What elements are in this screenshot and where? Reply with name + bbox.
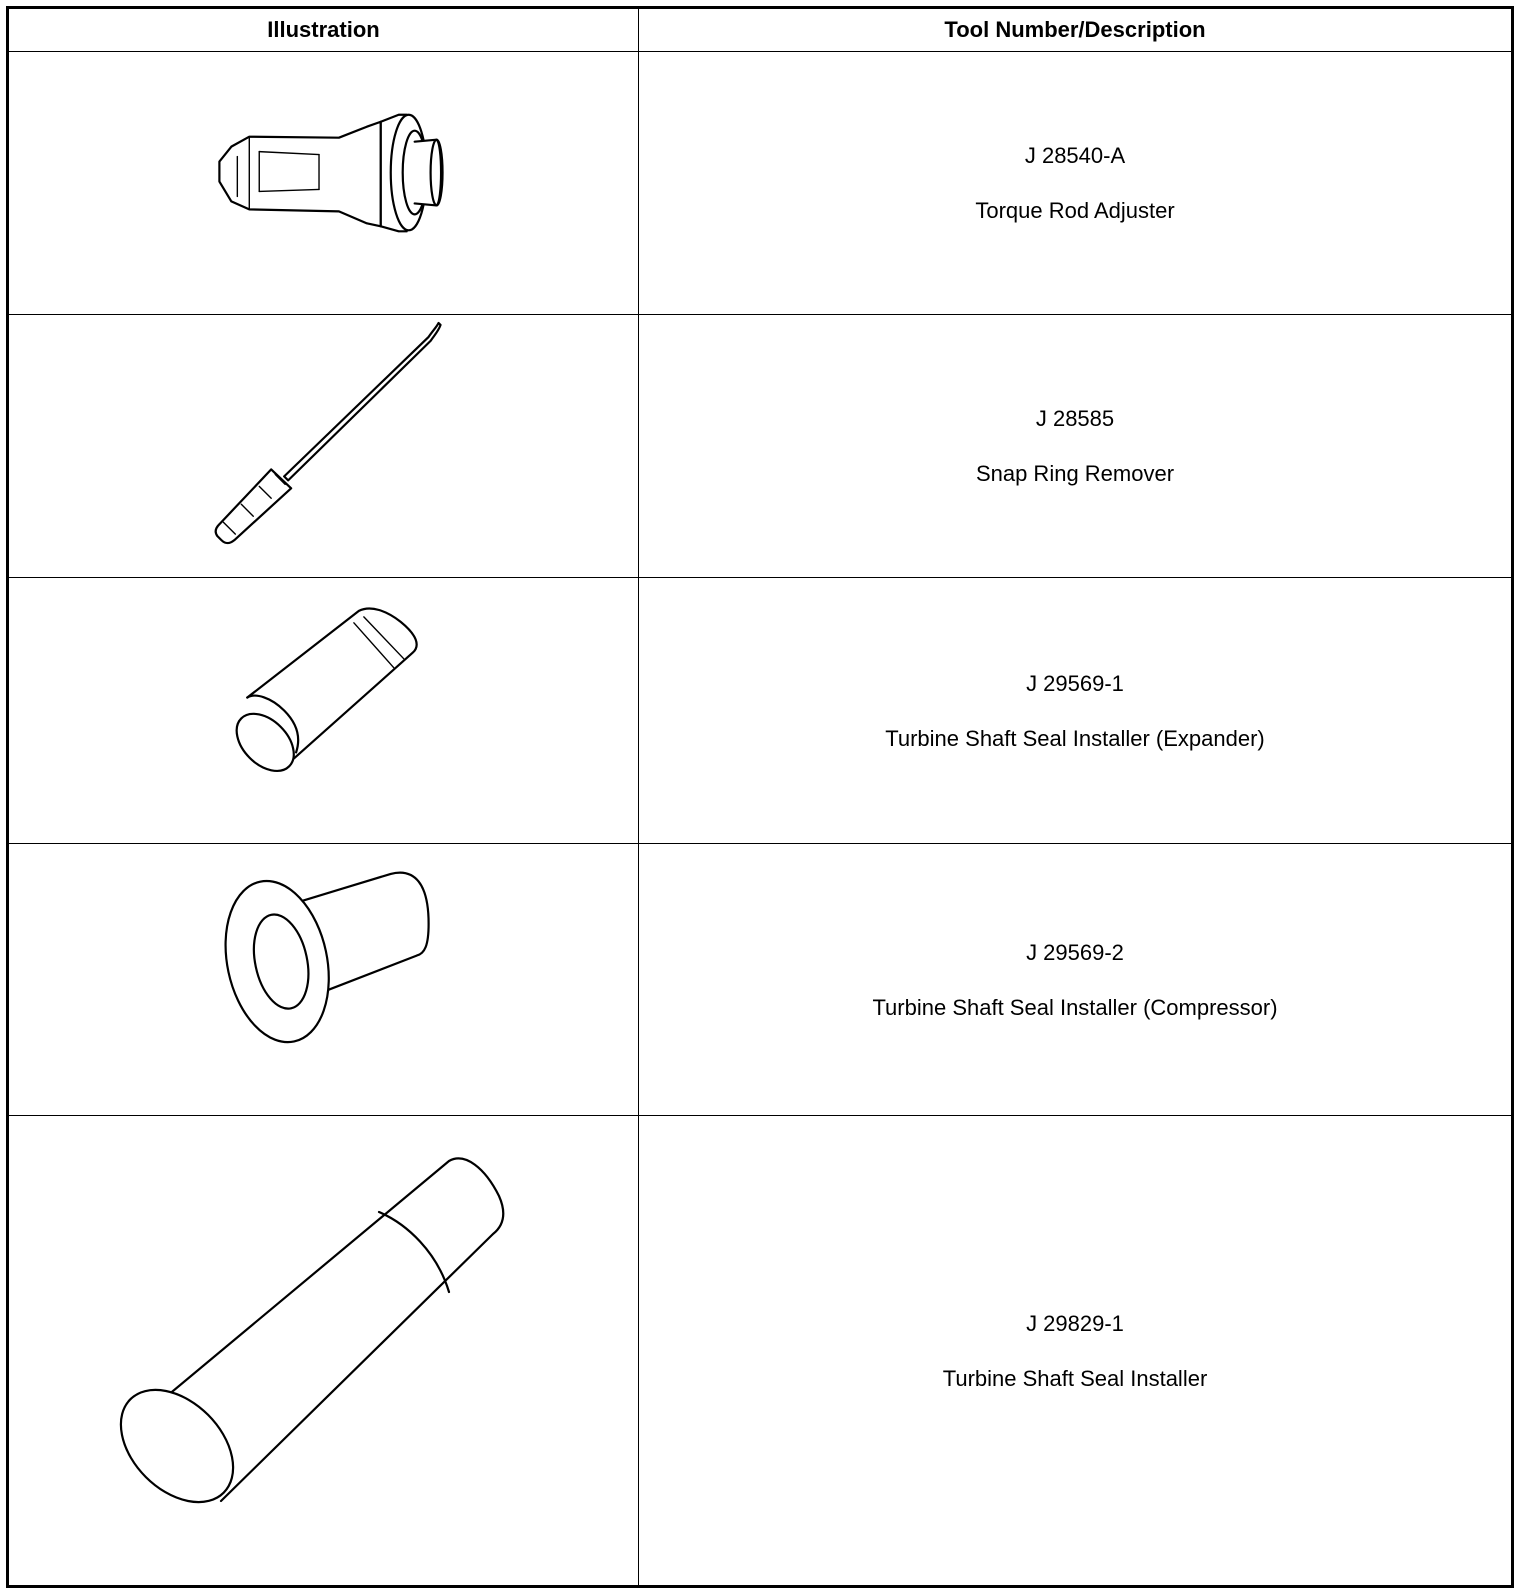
table-row [9,315,1511,578]
illustration-cell [9,52,639,314]
torque-rod-adjuster-icon [9,52,639,314]
description-cell [639,52,1511,314]
illustration-cell [9,844,639,1115]
tool-description: Snap Ring Remover [975,461,1175,486]
table-header-row [9,9,1511,52]
description-cell [639,844,1511,1115]
description-cell [639,315,1511,577]
illustration-cell [9,315,639,577]
table-row [9,844,1511,1116]
seal-expander-icon [9,578,639,843]
tool-table [6,6,1514,1588]
snap-ring-remover-icon [9,315,639,577]
tool-description: Turbine Shaft Seal Installer (Expander) [885,725,1265,751]
tool-description: Torque Rod Adjuster [975,198,1175,223]
tool-number: J 28540-A [1024,143,1126,168]
tool-description: Turbine Shaft Seal Installer [942,1365,1208,1391]
tool-description-header: Tool Number/Description [944,17,1206,42]
description-cell [639,1116,1511,1585]
illustration-header: Illustration [9,9,639,51]
seal-installer-icon [9,1116,639,1585]
tool-description: Turbine Shaft Seal Installer (Compressor) [872,994,1278,1020]
table-row [9,52,1511,315]
description-cell [639,578,1511,843]
tool-number: J 28585 [1035,406,1115,431]
illustration-cell [9,1116,639,1585]
tool-number: J 29569-1 [1026,670,1124,696]
table-row [9,1116,1511,1585]
seal-compressor-icon [9,844,639,1115]
tool-number: J 29569-2 [1026,939,1124,965]
table-row [9,578,1511,844]
tool-number: J 29829-1 [1026,1310,1124,1336]
illustration-cell [9,578,639,843]
